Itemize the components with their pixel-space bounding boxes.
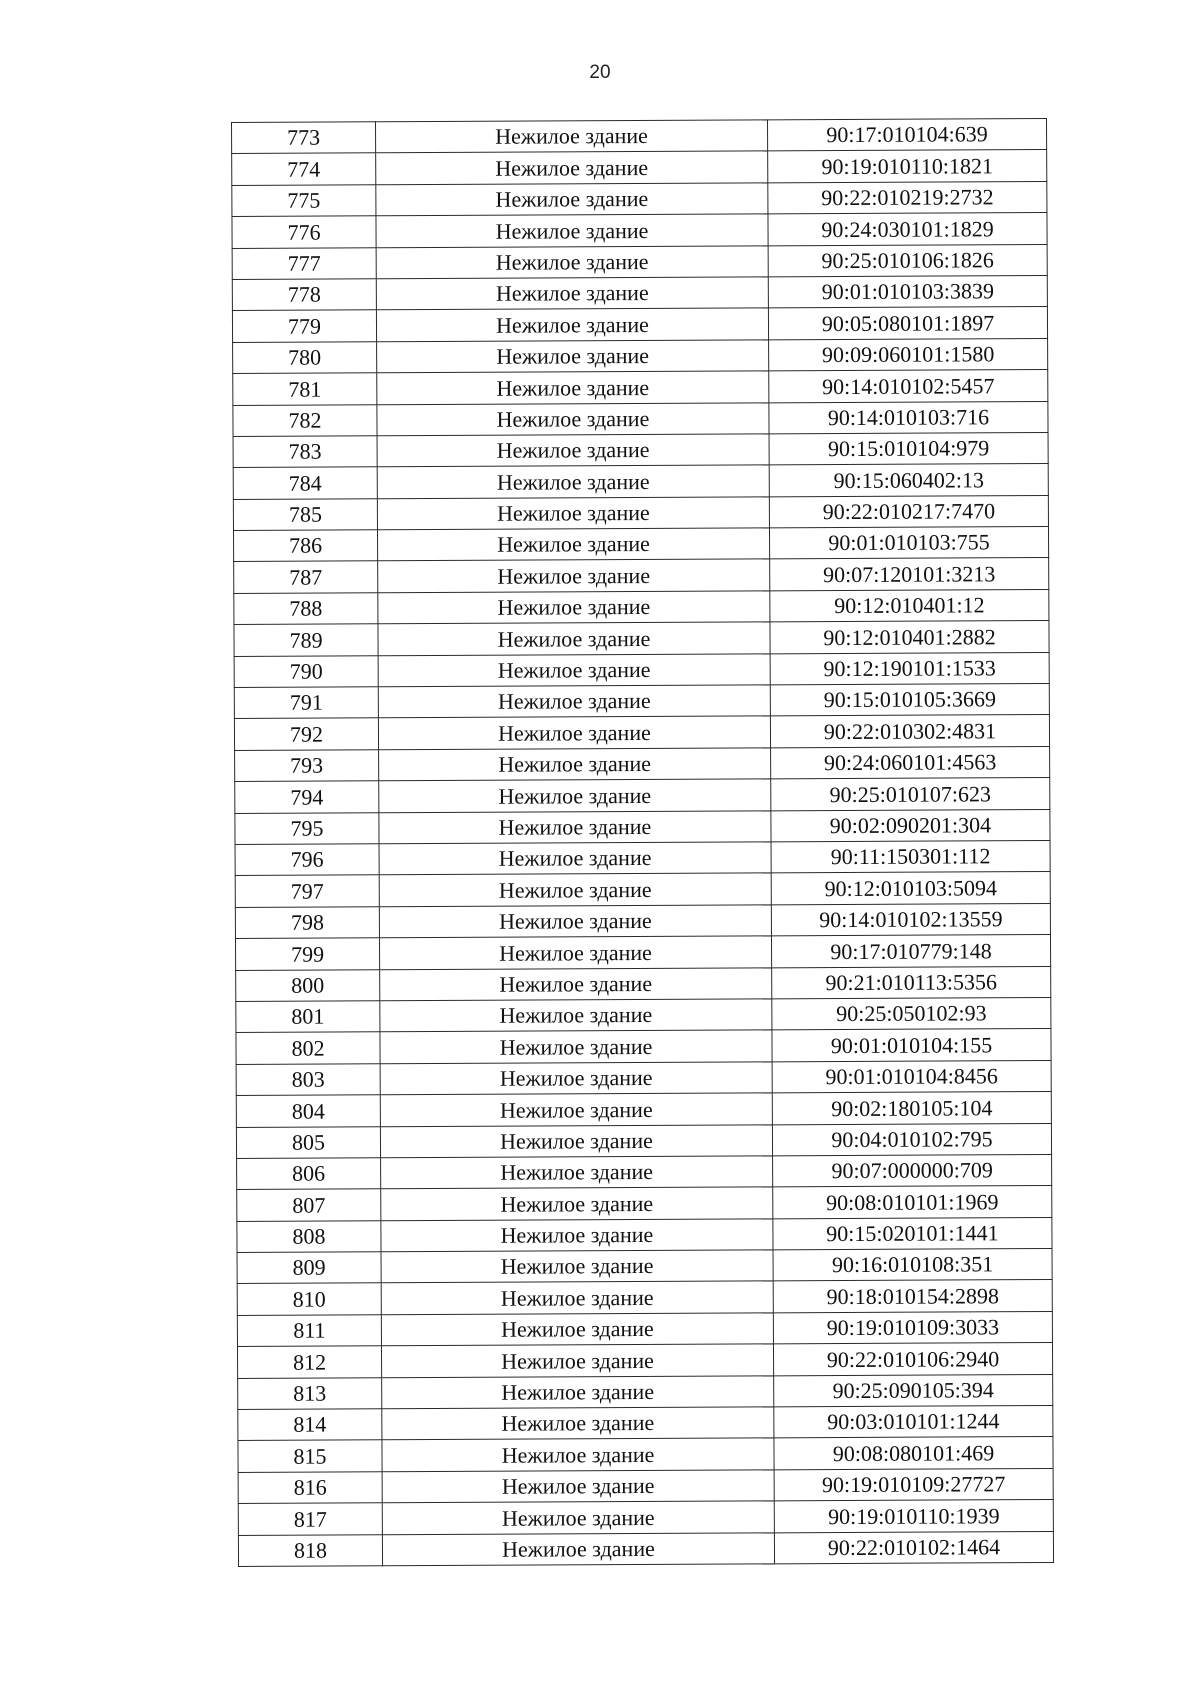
object-type-cell: Нежилое здание: [376, 214, 768, 247]
cadastral-number-cell: 90:12:010401:2882: [770, 621, 1049, 654]
object-type-cell: Нежилое здание: [380, 1093, 772, 1126]
cadastral-number-cell: 90:08:080101:469: [774, 1437, 1053, 1470]
table-row: [236, 1060, 1051, 1095]
row-number-cell: 785: [233, 498, 377, 530]
row-number-cell: 776: [232, 216, 376, 248]
table-row: [233, 401, 1048, 436]
cadastral-number-cell: 90:25:010106:1826: [768, 244, 1047, 277]
table-body: [232, 119, 1054, 1567]
cadastral-number-cell: 90:02:180105:104: [772, 1092, 1051, 1125]
object-type-cell: Нежилое здание: [376, 277, 768, 310]
table-row: [235, 746, 1050, 781]
row-number-cell: 779: [232, 310, 376, 342]
cadastral-number-cell: 90:17:010779:148: [771, 935, 1050, 968]
table-row: [236, 1029, 1051, 1064]
cadastral-number-cell: 90:01:010104:155: [772, 1029, 1051, 1062]
object-type-cell: Нежилое здание: [382, 1375, 774, 1408]
object-type-cell: Нежилое здание: [382, 1470, 774, 1503]
row-number-cell: 782: [233, 404, 377, 436]
object-type-cell: Нежилое здание: [382, 1438, 774, 1471]
row-number-cell: 799: [235, 938, 379, 970]
table-row: [233, 432, 1048, 467]
object-type-cell: Нежилое здание: [381, 1250, 773, 1283]
cadastral-number-cell: 90:11:150301:112: [771, 840, 1050, 873]
table-row: [232, 213, 1047, 248]
row-number-cell: 811: [237, 1315, 381, 1347]
row-number-cell: 795: [235, 812, 379, 844]
row-number-cell: 783: [233, 436, 377, 468]
object-type-cell: Нежилое здание: [376, 308, 768, 341]
object-type-cell: Нежилое здание: [381, 1219, 773, 1252]
row-number-cell: 800: [236, 969, 380, 1001]
object-type-cell: Нежилое здание: [378, 559, 770, 592]
row-number-cell: 818: [238, 1534, 382, 1566]
cadastral-number-cell: 90:19:010109:3033: [773, 1311, 1052, 1344]
row-number-cell: 815: [238, 1440, 382, 1472]
object-type-cell: Нежилое здание: [377, 371, 769, 404]
cadastral-number-cell: 90:15:010104:979: [769, 432, 1048, 465]
row-number-cell: 798: [235, 907, 379, 939]
row-number-cell: 814: [238, 1409, 382, 1441]
object-type-cell: Нежилое здание: [381, 1313, 773, 1346]
row-number-cell: 780: [233, 342, 377, 374]
table-row: [235, 809, 1050, 844]
object-type-cell: Нежилое здание: [379, 905, 771, 938]
table-row: [233, 495, 1048, 530]
object-type-cell: Нежилое здание: [380, 999, 772, 1032]
row-number-cell: 809: [237, 1252, 381, 1284]
object-type-cell: Нежилое здание: [379, 842, 771, 875]
row-number-cell: 791: [234, 687, 378, 719]
table-row: [233, 338, 1048, 373]
cadastral-number-cell: 90:01:010103:3839: [768, 275, 1047, 308]
object-type-cell: Нежилое здание: [379, 936, 771, 969]
row-number-cell: 808: [237, 1220, 381, 1252]
table-row: [238, 1468, 1053, 1503]
object-type-cell: Нежилое здание: [377, 434, 769, 467]
table-row: [236, 1092, 1051, 1127]
cadastral-number-cell: 90:22:010219:2732: [768, 181, 1047, 214]
cadastral-number-cell: 90:15:010105:3669: [770, 684, 1049, 717]
table-row: [234, 715, 1049, 750]
table-row: [232, 119, 1047, 154]
object-type-cell: Нежилое здание: [378, 591, 770, 624]
object-type-cell: Нежилое здание: [376, 183, 768, 216]
row-number-cell: 775: [232, 185, 376, 217]
table-row: [234, 621, 1049, 656]
cadastral-number-cell: 90:22:010106:2940: [773, 1343, 1052, 1376]
table-row: [232, 275, 1047, 310]
table-row: [238, 1406, 1053, 1441]
table-row: [236, 966, 1051, 1001]
cadastral-number-cell: 90:25:050102:93: [772, 997, 1051, 1030]
cadastral-number-cell: 90:21:010113:5356: [772, 966, 1051, 999]
cadastral-number-cell: 90:16:010108:351: [773, 1249, 1052, 1282]
table-row: [237, 1186, 1052, 1221]
object-type-cell: Нежилое здание: [377, 497, 769, 530]
row-number-cell: 781: [233, 373, 377, 405]
cadastral-number-cell: 90:19:010110:1939: [774, 1500, 1053, 1533]
table-row: [234, 652, 1049, 687]
cadastral-number-cell: 90:25:090105:394: [774, 1374, 1053, 1407]
cadastral-number-cell: 90:22:010217:7470: [769, 495, 1048, 528]
row-number-cell: 804: [236, 1095, 380, 1127]
row-number-cell: 778: [232, 279, 376, 311]
object-type-cell: Нежилое здание: [381, 1156, 773, 1189]
table-row: [237, 1249, 1052, 1284]
cadastral-number-cell: 90:08:010101:1969: [773, 1186, 1052, 1219]
object-type-cell: Нежилое здание: [382, 1532, 774, 1565]
cadastral-number-cell: 90:12:190101:1533: [770, 652, 1049, 685]
table-row: [235, 840, 1050, 875]
row-number-cell: 793: [235, 750, 379, 782]
object-type-cell: Нежилое здание: [377, 528, 769, 561]
cadastral-number-cell: 90:05:080101:1897: [768, 307, 1047, 340]
row-number-cell: 774: [232, 153, 376, 185]
row-number-cell: 792: [234, 718, 378, 750]
object-type-cell: Нежилое здание: [376, 151, 768, 184]
table-row: [237, 1311, 1052, 1346]
object-type-cell: Нежилое здание: [380, 1124, 772, 1157]
object-type-cell: Нежилое здание: [380, 1030, 772, 1063]
object-type-cell: Нежилое здание: [381, 1344, 773, 1377]
row-number-cell: 813: [238, 1377, 382, 1409]
row-number-cell: 803: [236, 1064, 380, 1096]
cadastral-number-cell: 90:19:010109:27727: [774, 1468, 1053, 1501]
cadastral-number-cell: 90:07:000000:709: [773, 1154, 1052, 1187]
table-row: [236, 1123, 1051, 1158]
object-type-cell: Нежилое здание: [382, 1407, 774, 1440]
table-row: [233, 464, 1048, 499]
row-number-cell: 801: [236, 1001, 380, 1033]
table-row: [233, 527, 1048, 562]
cadastral-number-cell: 90:12:010103:5094: [771, 872, 1050, 905]
row-number-cell: 802: [236, 1032, 380, 1064]
table-row: [236, 997, 1051, 1032]
table-row: [237, 1280, 1052, 1315]
table-row: [237, 1343, 1052, 1378]
cadastral-number-cell: 90:17:010104:639: [767, 119, 1046, 152]
object-type-cell: Нежилое здание: [380, 1062, 772, 1095]
row-number-cell: 810: [237, 1283, 381, 1315]
table-row: [234, 558, 1049, 593]
row-number-cell: 790: [234, 655, 378, 687]
row-number-cell: 788: [234, 593, 378, 625]
row-number-cell: 812: [237, 1346, 381, 1378]
object-type-cell: Нежилое здание: [382, 1501, 774, 1534]
table-row: [238, 1374, 1053, 1409]
row-number-cell: 786: [233, 530, 377, 562]
row-number-cell: 796: [235, 844, 379, 876]
object-type-cell: Нежилое здание: [377, 402, 769, 435]
table-row: [235, 872, 1050, 907]
cadastral-number-cell: 90:18:010154:2898: [773, 1280, 1052, 1313]
cadastral-number-cell: 90:12:010401:12: [770, 589, 1049, 622]
cadastral-number-cell: 90:01:010103:755: [769, 527, 1048, 560]
table-row: [238, 1500, 1053, 1535]
object-type-cell: Нежилое здание: [378, 622, 770, 655]
table-row: [234, 589, 1049, 624]
object-type-cell: Нежилое здание: [378, 685, 770, 718]
cadastral-number-cell: 90:22:010302:4831: [770, 715, 1049, 748]
object-type-cell: Нежилое здание: [378, 716, 770, 749]
table-row: [233, 370, 1048, 405]
registry-table: [231, 118, 1054, 1567]
row-number-cell: 789: [234, 624, 378, 656]
cadastral-number-cell: 90:07:120101:3213: [770, 558, 1049, 591]
table-row: [237, 1154, 1052, 1189]
table-row: [238, 1531, 1053, 1566]
object-type-cell: Нежилое здание: [379, 810, 771, 843]
cadastral-number-cell: 90:14:010103:716: [769, 401, 1048, 434]
table-row: [232, 150, 1047, 185]
row-number-cell: 784: [233, 467, 377, 499]
object-type-cell: Нежилое здание: [381, 1281, 773, 1314]
table-row: [235, 935, 1050, 970]
cadastral-number-cell: 90:02:090201:304: [771, 809, 1050, 842]
object-type-cell: Нежилое здание: [377, 340, 769, 373]
cadastral-number-cell: 90:24:060101:4563: [771, 746, 1050, 779]
row-number-cell: 797: [235, 875, 379, 907]
table-row: [237, 1217, 1052, 1252]
row-number-cell: 816: [238, 1472, 382, 1504]
cadastral-number-cell: 90:24:030101:1829: [768, 213, 1047, 246]
object-type-cell: Нежилое здание: [380, 967, 772, 1000]
object-type-cell: Нежилое здание: [378, 654, 770, 687]
object-type-cell: Нежилое здание: [376, 245, 768, 278]
table-row: [232, 244, 1047, 279]
row-number-cell: 806: [237, 1158, 381, 1190]
row-number-cell: 817: [238, 1503, 382, 1535]
object-type-cell: Нежилое здание: [381, 1187, 773, 1220]
row-number-cell: 787: [234, 561, 378, 593]
cadastral-number-cell: 90:09:060101:1580: [769, 338, 1048, 371]
cadastral-number-cell: 90:14:010102:13559: [771, 903, 1050, 936]
table-row: [232, 181, 1047, 216]
cadastral-number-cell: 90:25:010107:623: [771, 778, 1050, 811]
table-row: [235, 778, 1050, 813]
table-row: [232, 307, 1047, 342]
table-row: [238, 1437, 1053, 1472]
table-row: [235, 903, 1050, 938]
cadastral-number-cell: 90:14:010102:5457: [769, 370, 1048, 403]
object-type-cell: Нежилое здание: [377, 465, 769, 498]
object-type-cell: Нежилое здание: [379, 748, 771, 781]
cadastral-number-cell: 90:15:020101:1441: [773, 1217, 1052, 1250]
cadastral-number-cell: 90:19:010110:1821: [768, 150, 1047, 183]
cadastral-number-cell: 90:04:010102:795: [772, 1123, 1051, 1156]
row-number-cell: 807: [237, 1189, 381, 1221]
object-type-cell: Нежилое здание: [379, 779, 771, 812]
row-number-cell: 777: [232, 247, 376, 279]
object-type-cell: Нежилое здание: [376, 120, 768, 153]
cadastral-number-cell: 90:03:010101:1244: [774, 1406, 1053, 1439]
row-number-cell: 805: [236, 1126, 380, 1158]
object-type-cell: Нежилое здание: [379, 873, 771, 906]
cadastral-number-cell: 90:15:060402:13: [769, 464, 1048, 497]
cadastral-number-cell: 90:01:010104:8456: [772, 1060, 1051, 1093]
table-row: [234, 684, 1049, 719]
page-number: 20: [589, 62, 611, 83]
cadastral-number-cell: 90:22:010102:1464: [774, 1531, 1053, 1564]
row-number-cell: 773: [232, 122, 376, 154]
row-number-cell: 794: [235, 781, 379, 813]
